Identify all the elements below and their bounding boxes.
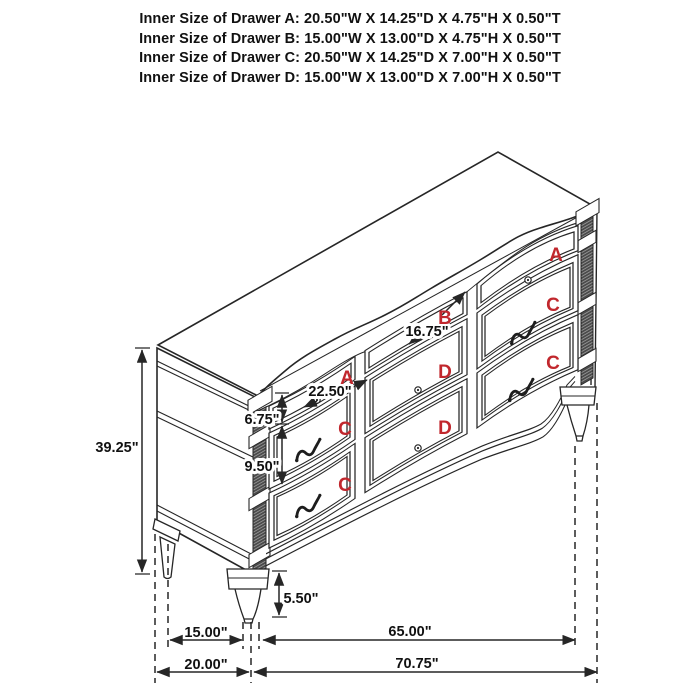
drawer-a-width-label: 22.50" <box>308 384 352 400</box>
overall-width-label: 70.75" <box>395 656 439 672</box>
label-drawer-c-right-bottom: C <box>546 353 560 374</box>
middle-drawer-height-label: 9.50" <box>244 459 280 475</box>
label-drawer-c-left-bottom: C <box>338 475 352 496</box>
front-left-leg <box>227 569 269 623</box>
label-drawer-d-bottom: D <box>438 418 452 439</box>
left-leg-spacing-label: 15.00" <box>184 625 228 641</box>
inner-size-line-c: Inner Size of Drawer C: 20.50"W X 14.25"D X 7.00"H X 0.50"T <box>139 50 561 66</box>
front-right-leg <box>560 387 596 441</box>
leg-height-label: 5.50" <box>283 591 319 607</box>
drawer-b-width-label: 16.75" <box>405 324 449 340</box>
inner-size-line-a: Inner Size of Drawer A: 20.50"W X 14.25"D X 4.75"H X 0.50"T <box>139 11 561 27</box>
knob-drawer-d-middle <box>415 387 421 393</box>
label-drawer-d-middle: D <box>438 362 452 383</box>
inner-size-header <box>0 10 700 88</box>
label-drawer-c-right-middle: C <box>546 295 560 316</box>
label-drawer-a-right: A <box>549 245 563 266</box>
label-drawer-c-left-middle: C <box>338 419 352 440</box>
inner-size-line-b: Inner Size of Drawer B: 15.00"W X 13.00"D X 4.75"H X 0.50"T <box>139 30 561 47</box>
knob-drawer-a-right <box>525 277 531 283</box>
top-drawer-height-label: 6.75" <box>244 412 280 428</box>
left-depth-label: 20.00" <box>184 657 228 673</box>
label-drawer-b: B <box>438 308 452 329</box>
label-drawer-a-left: A <box>340 368 354 389</box>
knob-drawer-d-bottom <box>415 445 421 451</box>
front-leg-spacing-label: 65.00" <box>388 624 432 640</box>
inner-size-line-d: Inner Size of Drawer D: 15.00"W X 13.00"D X 7.00"H X 0.50"T <box>139 69 561 86</box>
overall-height-label: 39.25" <box>95 440 139 456</box>
